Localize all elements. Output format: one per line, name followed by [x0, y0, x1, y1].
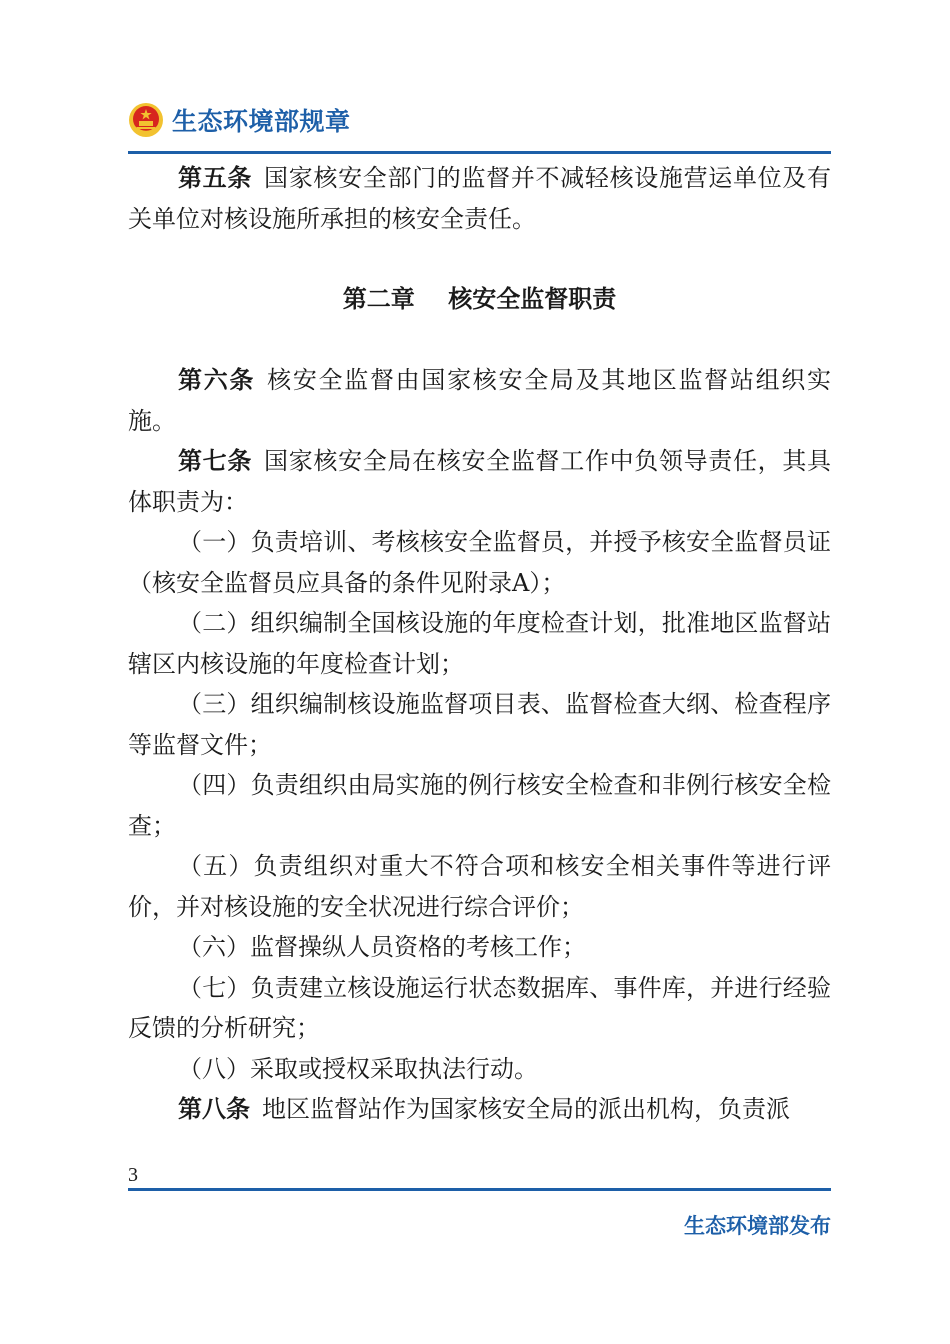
footer-publisher: 生态环境部发布	[684, 1214, 831, 1238]
page-number: 3	[128, 1164, 138, 1186]
article-number: 第五条	[178, 164, 253, 192]
list-item	[128, 1049, 831, 1090]
article-paragraph	[128, 360, 831, 441]
article-number: 第七条	[178, 447, 253, 475]
chapter-heading: 第二章 核安全监督职责	[342, 285, 617, 313]
paragraph-text: （四）负责组织由局实施的例行核安全检查和非例行核安全检查；	[128, 771, 831, 840]
article-paragraph	[128, 158, 831, 239]
paragraph-text: （六）监督操纵人员资格的考核工作；	[178, 933, 586, 961]
list-item	[128, 927, 831, 968]
list-item	[128, 522, 831, 603]
paragraph-text: （七）负责建立核设施运行状态数据库、事件库，并进行经验反馈的分析研究；	[128, 973, 831, 1042]
list-item	[128, 603, 831, 684]
paragraph-text: 核安全监督由国家核安全局及其地区监督站组织实施。	[128, 366, 831, 435]
paragraph-text: （一）负责培训、考核核安全监督员，并授予核安全监督员证（核安全监督员应具备的条件见附录A）；	[128, 528, 831, 597]
document-body	[128, 158, 831, 1130]
paragraph-text: （三）组织编制核设施监督项目表、监督检查大纲、检查程序等监督文件；	[128, 690, 831, 759]
paragraph-text: 国家核安全局在核安全监督工作中负领导责任，其具体职责为：	[128, 447, 832, 516]
paragraph-text: （五）负责组织对重大不符合项和核安全相关事件等进行评价，并对核设施的安全状况进行综合评价；	[128, 852, 831, 921]
article-number: 第六条	[178, 366, 256, 394]
list-item	[128, 968, 831, 1049]
header-title: 生态环境部规章	[172, 107, 351, 136]
paragraph-text: 国家核安全部门的监督并不减轻核设施营运单位及有关单位对核设施所承担的核安全责任。	[128, 164, 832, 233]
article-number: 第八条	[178, 1095, 250, 1123]
list-item	[128, 765, 831, 846]
list-item	[128, 846, 831, 927]
page-header	[128, 98, 351, 142]
list-item	[128, 684, 831, 765]
paragraph-text: 地区监督站作为国家核安全局的派出机构，负责派	[262, 1095, 790, 1123]
footer-divider	[128, 1188, 831, 1191]
paragraph-text: （八）采取或授权采取执法行动。	[178, 1054, 538, 1083]
article-paragraph	[128, 441, 831, 522]
paragraph-text: （二）组织编制全国核设施的年度检查计划，批准地区监督站辖区内核设施的年度检查计划；	[128, 609, 831, 678]
national-emblem-icon	[128, 102, 164, 138]
header-divider	[128, 151, 831, 154]
article-paragraph	[128, 1089, 831, 1130]
